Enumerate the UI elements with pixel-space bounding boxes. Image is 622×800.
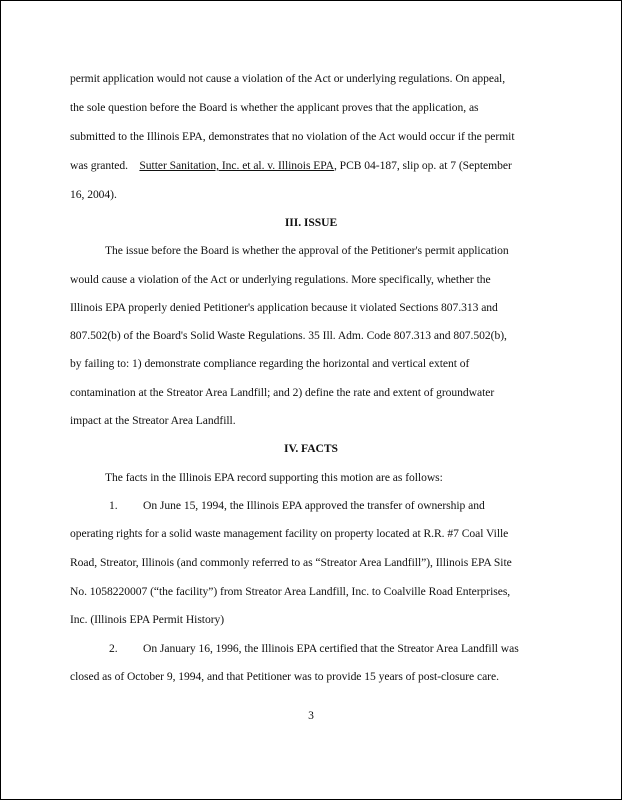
issue-line-5: by failing to: 1) demonstrate compliance regarding the horizontal and vertical extent of <box>70 357 470 370</box>
issue-line-3: Illinois EPA properly denied Petitioner's application because it violated Sections 807.313 and <box>70 301 498 314</box>
fact-2-number: 2. <box>109 642 118 655</box>
fact-1-number: 1. <box>109 499 118 512</box>
fact-1-line-1: On June 15, 1994, the Illinois EPA approved the transfer of ownership and <box>143 499 485 512</box>
background-line-4-start: was granted. <box>70 159 128 172</box>
issue-line-6: contamination at the Streator Area Landfill; and 2) define the rate and extent of groundwater <box>70 386 495 399</box>
issue-line-7: impact at the Streator Area Landfill. <box>70 414 236 427</box>
fact-1-line-3: Road, Streator, Illinois (and commonly referred to as “Streator Area Landfill”), Illinois EPA Site <box>70 556 512 569</box>
fact-2-line-2: closed as of October 9, 1994, and that Petitioner was to provide 15 years of post-closure care. <box>70 670 499 683</box>
fact-2-line-1: On January 16, 1996, the Illinois EPA certified that the Streator Area Landfill was <box>143 642 519 655</box>
issue-line-4: 807.502(b) of the Board's Solid Waste Regulations. 35 Ill. Adm. Code 807.313 and 807.502(b), <box>70 329 507 342</box>
issue-line-1: The issue before the Board is whether the approval of the Petitioner's permit application <box>105 244 509 257</box>
issue-heading: III. ISSUE <box>284 216 338 229</box>
background-line-2: the sole question before the Board is whether the applicant proves that the application, as <box>70 101 479 114</box>
background-line-3: submitted to the Illinois EPA, demonstrates that no violation of the Act would occur if the permit <box>70 130 515 143</box>
background-line-4-end: , PCB 04-187, slip op. at 7 (September <box>333 159 512 172</box>
facts-heading: IV. FACTS <box>284 442 338 455</box>
page-number: 3 <box>308 709 314 722</box>
fact-1-line-4: No. 1058220007 (“the facility”) from Streator Area Landfill, Inc. to Coalville Road Enterprises, <box>70 585 511 598</box>
background-line-5: 16, 2004). <box>70 188 117 201</box>
facts-intro: The facts in the Illinois EPA record supporting this motion are as follows: <box>105 471 443 484</box>
issue-line-2: would cause a violation of the Act or underlying regulations. More specifically, whether the <box>70 273 491 286</box>
background-line-4 <box>70 159 512 173</box>
fact-1-line-5: Inc. (Illinois EPA Permit History) <box>70 613 225 626</box>
background-line-1: permit application would not cause a violation of the Act or underlying regulations. On appeal, <box>70 72 506 85</box>
case-citation: Sutter Sanitation, Inc. et al. v. Illinois EPA <box>139 159 334 172</box>
fact-1-line-2: operating rights for a solid waste management facility on property located at R.R. #7 Coal Ville <box>70 527 509 540</box>
